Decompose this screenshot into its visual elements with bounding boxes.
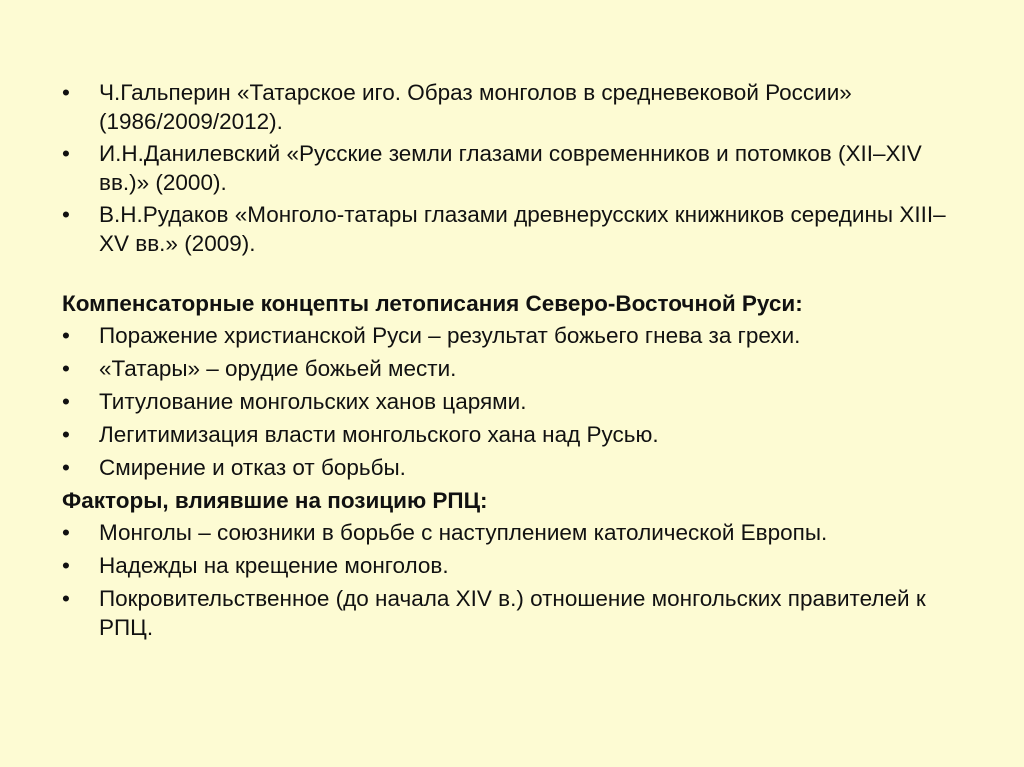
source-text: В.Н.Рудаков «Монголо-татары глазами древнерусских книжников середины XIII–XV вв.» (2009).	[99, 202, 946, 256]
concepts-list	[62, 321, 964, 482]
source-text: И.Н.Данилевский «Русские земли глазами современников и потомков (XII–XIV вв.)» (2000).	[99, 141, 922, 195]
bullet-icon: •	[62, 520, 70, 545]
list-item	[62, 321, 964, 350]
sources-list	[62, 78, 964, 258]
bullet-icon: •	[62, 586, 70, 611]
list-item	[62, 387, 964, 416]
factors-list	[62, 518, 964, 642]
list-item	[62, 518, 964, 547]
item-text: Титулование монгольских ханов царями.	[99, 389, 527, 414]
section-heading-concepts: Компенсаторные концепты летописания Северо-Восточной Руси:	[62, 291, 803, 316]
bullet-icon: •	[62, 80, 70, 105]
item-text: Легитимизация власти монгольского хана над Русью.	[99, 422, 659, 447]
section-heading-factors: Факторы, влиявшие на позицию РПЦ:	[62, 488, 488, 513]
list-item	[62, 78, 964, 136]
bullet-icon: •	[62, 389, 70, 414]
list-item	[62, 551, 964, 580]
list-item	[62, 139, 964, 197]
bullet-icon: •	[62, 356, 70, 381]
source-text: Ч.Гальперин «Татарское иго. Образ монголов в средневековой России» (1986/2009/2012).	[99, 80, 852, 134]
list-item	[62, 354, 964, 383]
bullet-icon: •	[62, 455, 70, 480]
bullet-icon: •	[62, 141, 70, 166]
list-item	[62, 420, 964, 449]
bullet-icon: •	[62, 553, 70, 578]
list-item	[62, 453, 964, 482]
list-item	[62, 584, 964, 642]
item-text: «Татары» – орудие божьей мести.	[99, 356, 457, 381]
item-text: Смирение и отказ от борьбы.	[99, 455, 406, 480]
bullet-icon: •	[62, 202, 70, 227]
item-text: Монголы – союзники в борьбе с наступлением католической Европы.	[99, 520, 828, 545]
item-text: Поражение христианской Руси – результат божьего гнева за грехи.	[99, 323, 801, 348]
item-text: Покровительственное (до начала XIV в.) отношение монгольских правителей к РПЦ.	[99, 586, 926, 640]
bullet-icon: •	[62, 422, 70, 447]
item-text: Надежды на крещение монголов.	[99, 553, 449, 578]
bullet-icon: •	[62, 323, 70, 348]
list-item	[62, 200, 964, 258]
spacer	[62, 261, 964, 289]
